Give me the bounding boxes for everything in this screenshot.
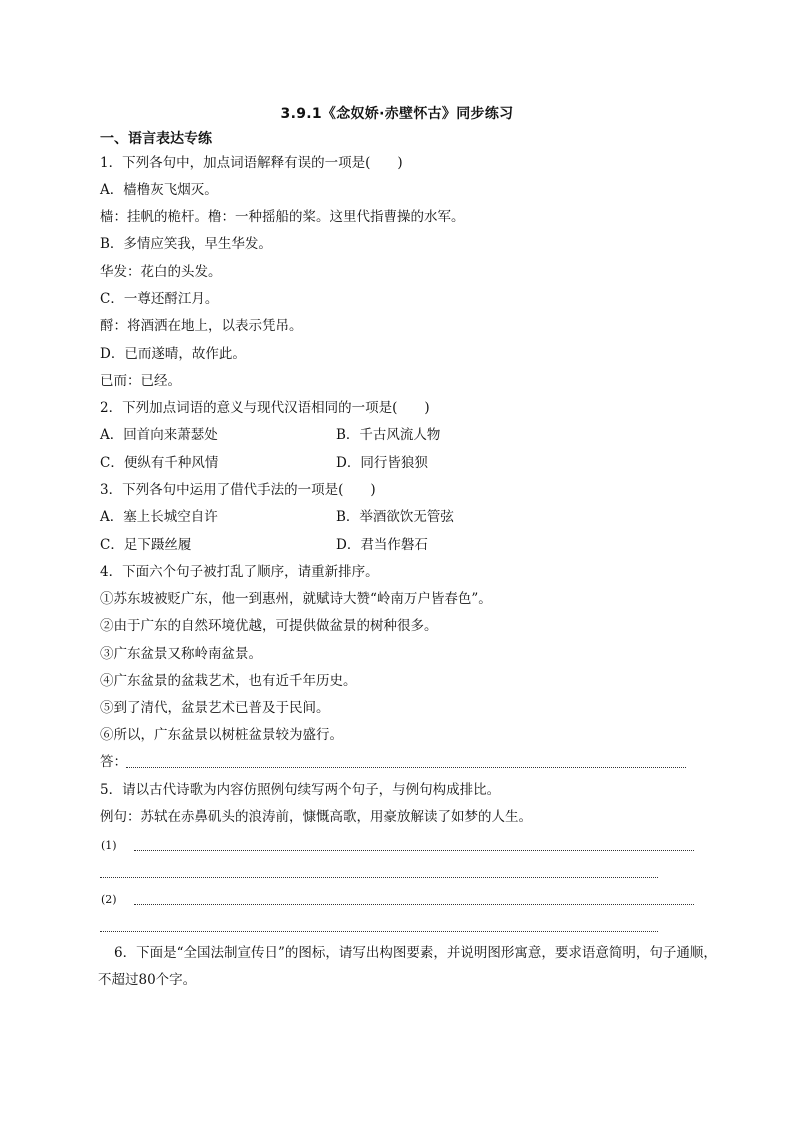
q1-stem: 1．下列各句中，加点词语解释有误的一项是( ) bbox=[100, 155, 403, 171]
q5-blank-2-line-2[interactable] bbox=[100, 931, 658, 932]
q2-option-d: D．同行皆狼狈 bbox=[336, 455, 428, 471]
page-title: 3.9.1《念奴娇·赤壁怀古》同步练习 bbox=[280, 106, 514, 122]
q1-option-c-note: 酹：将酒洒在地上，以表示凭吊。 bbox=[100, 318, 303, 334]
q1-option-a-note: 樯：挂帆的桅杆。橹：一种摇船的桨。这里代指曹操的水军。 bbox=[100, 209, 465, 225]
q4-stem: 4．下面六个句子被打乱了顺序，请重新排序。 bbox=[100, 564, 379, 580]
q3-option-a: A．塞上长城空自许 bbox=[100, 509, 218, 525]
q1-option-a: A．樯橹灰飞烟灭。 bbox=[100, 182, 218, 198]
q1-option-b: B．多情应笑我，早生华发。 bbox=[100, 236, 272, 252]
q5-blank-1-label: (1) bbox=[101, 839, 117, 852]
q1-option-d-note: 已而：已经。 bbox=[100, 373, 181, 389]
q5-blank-1-line-1[interactable] bbox=[134, 850, 694, 851]
q4-sentence-5: ⑤到了清代，盆景艺术已普及于民间。 bbox=[100, 700, 330, 716]
q1-option-d: D．已而遂晴，故作此。 bbox=[100, 346, 246, 362]
q4-answer-blank[interactable] bbox=[126, 767, 686, 768]
section-heading: 一、语言表达专练 bbox=[100, 131, 212, 147]
q2-option-b: B．千古风流人物 bbox=[336, 427, 441, 443]
q4-sentence-4: ④广东盆景的盆栽艺术，也有近千年历史。 bbox=[100, 673, 357, 689]
q4-sentence-6: ⑥所以，广东盆景以树桩盆景较为盛行。 bbox=[100, 727, 343, 743]
q2-option-a: A．回首向来萧瑟处 bbox=[100, 427, 218, 443]
q5-blank-2-line-1[interactable] bbox=[134, 904, 694, 905]
q4-answer-label: 答： bbox=[100, 754, 127, 770]
q5-blank-1-line-2[interactable] bbox=[100, 877, 658, 878]
q1-option-b-note: 华发：花白的头发。 bbox=[100, 264, 222, 280]
q3-option-c: C．足下蹑丝履 bbox=[100, 537, 192, 553]
q4-sentence-3: ③广东盆景又称岭南盆景。 bbox=[100, 646, 262, 662]
q6-text: 6．下面是“全国法制宣传日”的图标，请写出构图要素，并说明图形寓意，要求语意简明，句子通顺，不超过80个字。 bbox=[98, 945, 717, 988]
q5-example: 例句：苏轼在赤鼻矶头的浪涛前，慷慨高歌，用豪放解读了如梦的人生。 bbox=[100, 809, 532, 825]
q2-stem: 2．下列加点词语的意义与现代汉语相同的一项是( ) bbox=[100, 400, 430, 416]
q3-option-d: D．君当作磐石 bbox=[336, 537, 428, 553]
q5-blank-2-label: (2) bbox=[101, 893, 117, 906]
q5-stem: 5．请以古代诗歌为内容仿照例句续写两个句子，与例句构成排比。 bbox=[100, 782, 501, 798]
q3-stem: 3．下列各句中运用了借代手法的一项是( ) bbox=[100, 482, 376, 498]
q2-option-c: C．便纵有千种风情 bbox=[100, 455, 219, 471]
q3-option-b: B．举酒欲饮无管弦 bbox=[336, 509, 454, 525]
q1-option-c: C．一尊还酹江月。 bbox=[100, 291, 219, 307]
q4-sentence-2: ②由于广东的自然环境优越，可提供做盆景的树种很多。 bbox=[100, 618, 438, 634]
q4-sentence-1: ①苏东坡被贬广东，他一到惠州，就赋诗大赞“岭南万户皆春色”。 bbox=[100, 591, 492, 607]
